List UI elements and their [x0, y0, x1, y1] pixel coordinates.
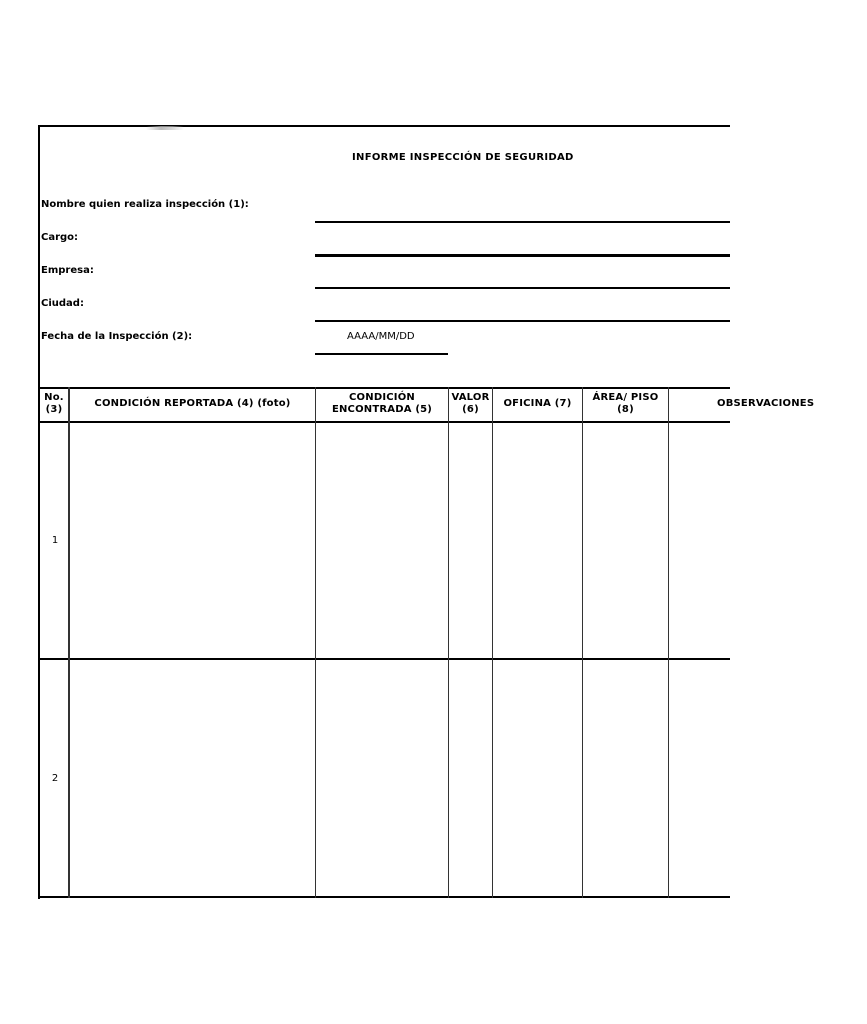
document-title: INFORME INSPECCIÓN DE SEGURIDAD — [352, 152, 574, 163]
field-line-ciudad[interactable] — [315, 320, 730, 322]
row-divider — [38, 658, 730, 660]
inspection-table — [38, 387, 815, 899]
field-label-cargo: Cargo: — [41, 232, 79, 243]
field-line-fecha[interactable] — [315, 353, 448, 355]
column-header-value: VALOR (6) — [451, 392, 490, 415]
column-divider — [68, 387, 70, 898]
scan-smudge — [146, 126, 184, 130]
row-number: 2 — [51, 773, 59, 784]
field-line-empresa[interactable] — [315, 287, 730, 289]
field-label-ciudad: Ciudad: — [41, 298, 84, 309]
column-divider — [448, 387, 449, 898]
field-label-inspector-name: Nombre quien realiza inspección (1): — [41, 199, 249, 210]
row-number: 1 — [51, 535, 59, 546]
field-line-cargo[interactable] — [315, 254, 730, 257]
header-bottom-border — [38, 421, 730, 423]
column-divider — [315, 387, 316, 898]
column-header-area-floor: ÁREA/ PISO (8) — [592, 392, 659, 415]
date-format-placeholder[interactable]: AAAA/MM/DD — [347, 331, 415, 342]
sheet-top-border — [38, 125, 730, 127]
column-header-number: No. (3) — [44, 392, 64, 415]
column-divider — [668, 387, 669, 898]
column-divider — [582, 387, 583, 898]
column-header-reported-condition: CONDICIÓN REPORTADA (4) (foto) — [94, 398, 291, 409]
field-label-empresa: Empresa: — [41, 265, 94, 276]
column-header-observations: OBSERVACIONES — [717, 398, 815, 409]
field-label-fecha: Fecha de la Inspección (2): — [41, 331, 193, 342]
field-line-inspector-name[interactable] — [315, 221, 730, 223]
column-header-found-condition: CONDICIÓN ENCONTRADA (5) — [331, 392, 433, 415]
column-divider — [492, 387, 493, 898]
column-header-office: OFICINA (7) — [503, 398, 572, 409]
table-bottom-border — [38, 896, 730, 898]
inspection-form-sheet — [38, 125, 815, 899]
